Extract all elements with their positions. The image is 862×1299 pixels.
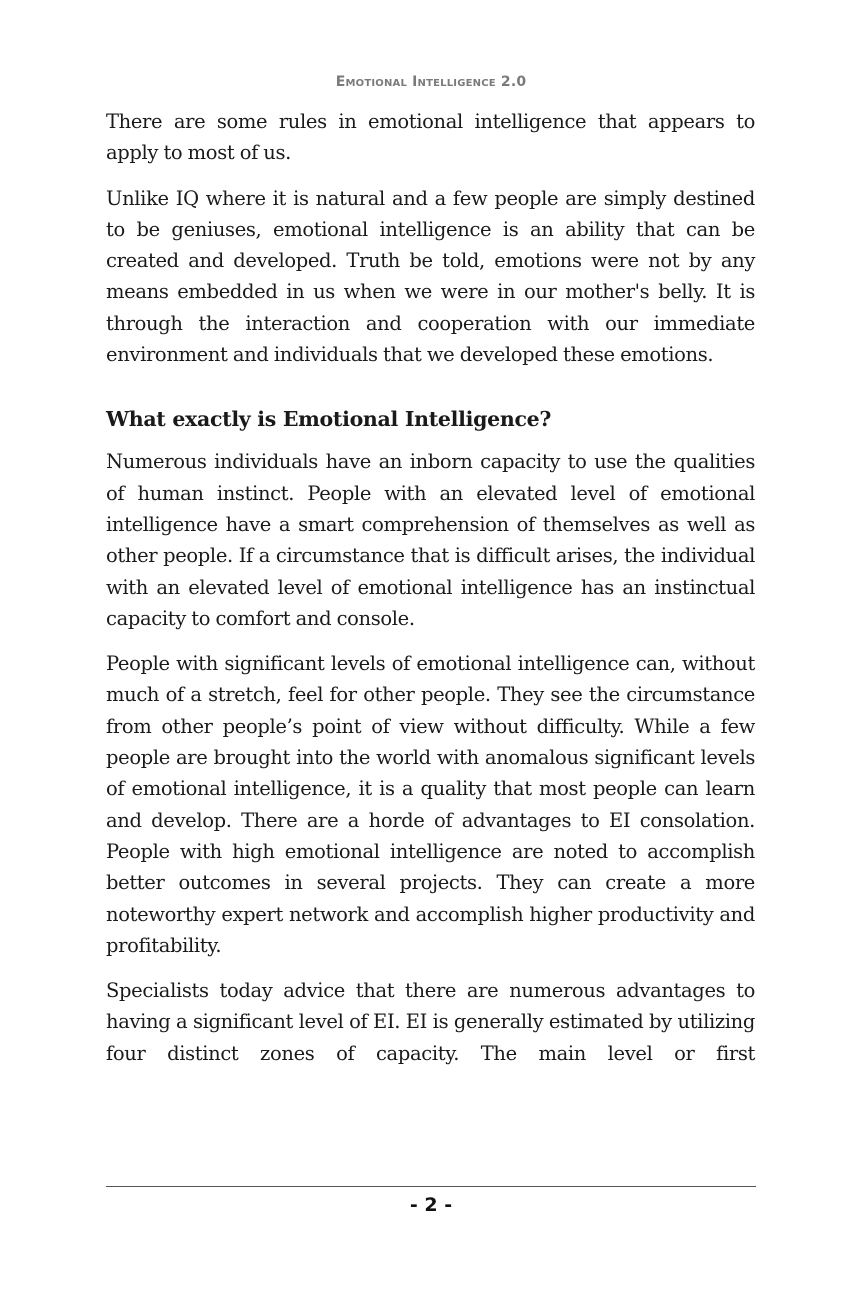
- running-header: Emotional Intelligence 2.0: [335, 74, 527, 90]
- footer-divider: [106, 1186, 756, 1187]
- paragraph-section-3: Specialists today advice that there are numerous advantages to having a significant level of EI. EI is generally estimated by utilizing four distinct zones of capacity. The main level or first: [106, 979, 755, 1065]
- page-number: - 2 -: [409, 1194, 453, 1216]
- paragraph-section-2: People with significant levels of emotional intelligence can, without much of a stretch, feel for other people. They see the circumstance from other people’s point of view without difficulty. While a few people are brought into the world with anomalous significant levels of emotional intelligence, it is a quality that most people can learn and develop. There are a horde of advantages to EI consolation. People with high emotional intelligence are noted to accomplish better outcomes in several projects. They can create a more noteworthy expert network and accomplish higher productivity and profitability.: [106, 652, 755, 957]
- section-heading: What exactly is Emotional Intelligence?: [106, 407, 552, 432]
- paragraph-intro-1: There are some rules in emotional intelligence that appears to apply to most of us.: [106, 110, 755, 165]
- paragraph-intro-2: Unlike IQ where it is natural and a few people are simply destined to be geniuses, emotional intelligence is an ability that can be created and developed. Truth be told, emotions were not by any means embedded in us when we were in our mother's belly. It is through the interaction and cooperation with our immediate environment and individuals that we developed these emotions.: [106, 186, 755, 367]
- page-body: [106, 106, 755, 1083]
- paragraph-section-1: Numerous individuals have an inborn capacity to use the qualities of human instinct. People with an elevated level of emotional intelligence have a smart comprehension of themselves as well as other people. If a circumstance that is difficult arises, the individual with an elevated level of emotional intelligence has an instinctual capacity to comfort and console.: [106, 450, 755, 630]
